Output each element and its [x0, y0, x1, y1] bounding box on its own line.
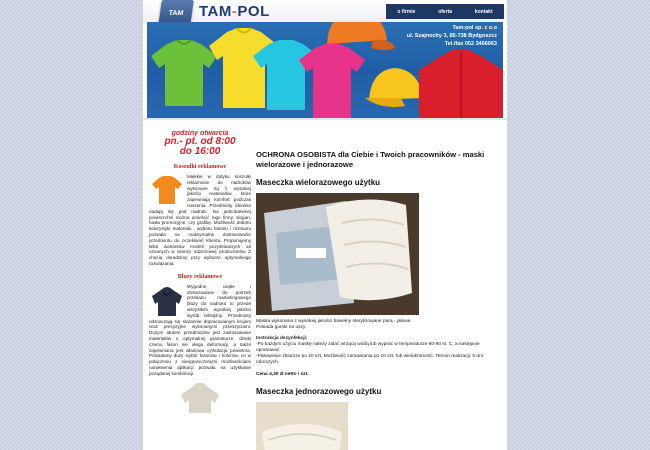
hours-line-2: pn.- pt. od 8:00	[164, 136, 236, 147]
logo-sep: -	[231, 3, 238, 20]
reusable-caption	[256, 319, 496, 331]
disposable-mask-photo[interactable]	[256, 402, 348, 450]
site-logo[interactable]	[199, 3, 270, 20]
main-content	[256, 150, 496, 450]
nav-o-firmie[interactable]: o firmie	[397, 8, 416, 15]
nav-kontakt[interactable]: kontakt	[474, 8, 493, 15]
bluzy-text: Wygodne, ciepłe i dostosowane do potrzeb przekazu marketingowego bluzy do nadruku to przede wszystkim wysokiej jakości wyrób tekstylny. Przedmioty odznaczają się starannie dopracowanym krojem oraz precyzyjne wykonanymi przeszyciami. Dużym atutem przedmiotów jest zastosowanie materiałów o optymalnej gramaturze, dzięki czemu fason nie ulega deformacji, a także zapewniana jest właściwa cyrkulacja powietrza. Posiadamy duży wybór fasonów i kolorów, co w połączeniu z nieograniczonymi możliwościami naniesienia aplikacji pozwala na uzyskanie pożądanej kombinacji.	[149, 283, 251, 376]
contact-info	[407, 24, 497, 48]
orange-tshirt-thumb[interactable]	[151, 176, 183, 204]
header	[143, 0, 507, 120]
section-title-bluzy[interactable]: Bluzy reklamowe	[177, 273, 223, 280]
instructions	[256, 336, 496, 366]
instructions-line-1: -Po każdym użyciu maskę należy zalać wrzącą wodą lub wyprać w temperaturze 60-90 st. C, a następnie uprasować.	[256, 342, 480, 353]
navy-hoodie-thumb[interactable]	[151, 286, 183, 316]
disposable-mask-image	[256, 402, 348, 450]
mask-package-image	[256, 193, 419, 315]
fleece-thumb[interactable]	[180, 383, 220, 413]
left-column	[149, 128, 251, 450]
company-name: Tam-pol sp. z o.o	[452, 25, 497, 31]
nav-oferta[interactable]: oferta	[438, 8, 453, 15]
reusable-caption-2: Posiada gumki na uszy.	[256, 325, 307, 330]
product-heading-reusable: Maseczka wielorazowego użytku	[256, 178, 381, 187]
opening-hours	[149, 130, 251, 157]
header-banner	[147, 22, 503, 120]
instructions-line-2: -Pakowanie zbiorcze po 10 szt. Możliwość zamawiania po 10 szt. lub wielokrotność. Termin realizacji: 5 dni roboczych.	[256, 354, 483, 365]
section-body-bluzy	[149, 284, 251, 377]
reusable-price: Cena 4,30 zł netto / szt.	[256, 372, 309, 377]
top-nav	[386, 4, 504, 19]
reusable-mask-photo[interactable]	[256, 193, 419, 315]
section-body-koszulki	[149, 174, 251, 267]
company-phone: Tel./fax 052 3466063	[444, 41, 497, 47]
page-title: OCHRONA OSOBISTA dla Ciebie i Twoich pracowników - maski wielorazowe i jednorazowe	[256, 150, 485, 169]
hours-line-1: godziny otwarcia	[171, 130, 229, 137]
logo-mark-icon[interactable]: TAM	[158, 0, 194, 26]
koszulki-text: Miękkie w dotyku koszulki reklamowe do nadruków wykonane są z wysokiej jakości materiałów, które zapewniają komfort podczas noszenia. Przedmioty idealnie nadają się pod nadruki. Na jednobarwnej powierzchni można umieścić logo firmy, slogan, hasła promocyjne, czy grafikę. Możliwość doboru kolorystyki materiału , wyboru fasonu i rozmiaru pozwala na maksymalne dostosowanie przedmiotu do oczekiwań Klienta. Proponujemy kilka wariantów modeli pozyskiwanych od uznanych w branży odzieżowej producentów Z chęcią doradzimy przy wyborze optymalnego rozwiązania.	[149, 174, 251, 266]
orange-cap-image	[317, 22, 397, 62]
reusable-caption-1: Maska wykonana z wysokiej jakości bawełny sterylizowane parą - jałowe.	[256, 319, 412, 324]
logo-accent: POL	[237, 3, 270, 20]
red-jacket-image	[419, 50, 503, 120]
hours-line-3: do 16:00	[179, 146, 221, 157]
page	[143, 0, 507, 450]
logo-main: TAM	[199, 3, 232, 20]
instructions-title: Instrukcja dezynfekcji:	[256, 336, 308, 341]
section-title-koszulki[interactable]: Koszulki reklamowe	[173, 164, 227, 170]
header-bottom-strip	[143, 118, 507, 120]
product-heading-disposable: Maseczka jednorazowego użytku	[256, 387, 382, 396]
company-address: ul. Szajnochy 3, 85-738 Bydgoszcz	[406, 33, 497, 39]
